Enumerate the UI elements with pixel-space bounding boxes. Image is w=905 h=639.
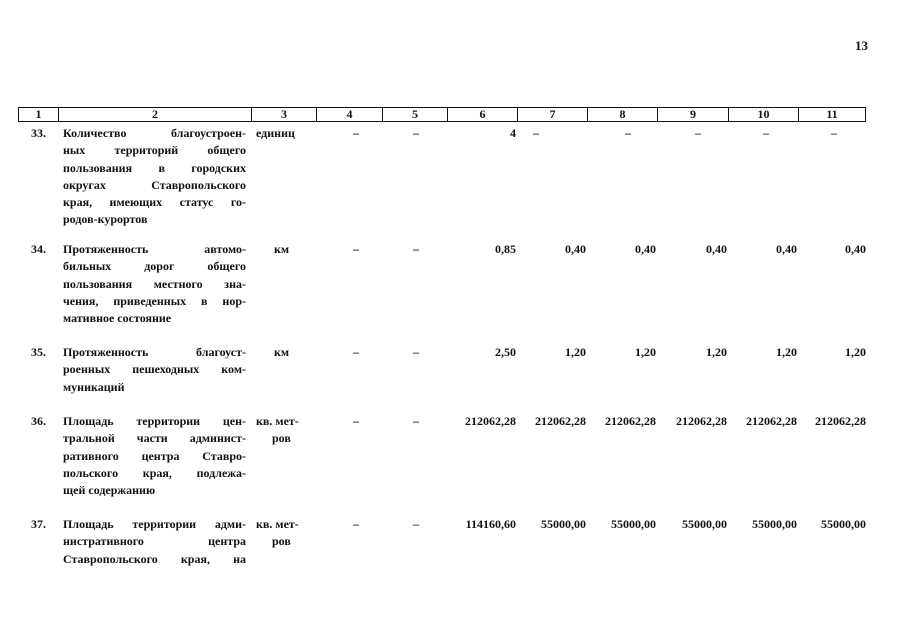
col-6-value: 4 [510, 126, 516, 140]
row-description [63, 125, 246, 229]
header-col-5: 5 [382, 108, 447, 121]
col-11-value: 1,20 [845, 345, 866, 359]
page-number: 13 [855, 38, 868, 53]
col-8-value: 55000,00 [611, 517, 656, 531]
col-4-value: – [353, 242, 359, 256]
description-line: Площадь территории адми- [63, 517, 246, 531]
description-line: щей содержанию [63, 483, 156, 498]
description-line: нистративного центра [63, 534, 246, 549]
header-col-1: 1 [35, 107, 42, 121]
header-col-6: 6 [447, 108, 517, 121]
col-6-value: 2,50 [495, 345, 516, 359]
description-line: мативное состояние [63, 311, 172, 326]
row-description [63, 344, 246, 396]
description-line: округах Ставропольского [63, 177, 246, 192]
description-line: муникаций [63, 379, 125, 394]
row-number: 36. [31, 414, 46, 428]
description-line: края, имеющих статус го- [63, 195, 246, 210]
row-unit [256, 125, 316, 142]
col-8-value: – [625, 126, 631, 140]
col-11-value: – [831, 126, 837, 140]
col-4-value: – [353, 126, 359, 140]
col-5-value: – [413, 517, 419, 531]
table-header [18, 107, 866, 122]
col-7-value: 1,20 [565, 345, 586, 359]
col-8-value: 0,40 [635, 242, 656, 256]
unit-line: км [274, 242, 290, 256]
col-5-value: – [413, 414, 419, 428]
col-10-value: 0,40 [776, 242, 797, 256]
row-description [63, 516, 246, 568]
col-7-value: 0,40 [565, 242, 586, 256]
row-number: 34. [31, 242, 46, 256]
col-7-value: 212062,28 [535, 414, 586, 428]
col-11-value: 212062,28 [815, 414, 866, 428]
col-11-value: 55000,00 [821, 517, 866, 531]
col-4-value: – [353, 517, 359, 531]
row-unit [274, 241, 334, 258]
description-line: Протяженность благоуст- [63, 345, 246, 359]
unit-line: км [274, 345, 290, 359]
col-6-value: 212062,28 [465, 414, 516, 428]
description-line: ных территорий общего [63, 143, 246, 158]
header-col-7: 7 [517, 108, 587, 121]
description-line: ративного центра Ставро- [63, 448, 246, 463]
unit-line: ров [272, 431, 291, 446]
description-line: польского края, подлежа- [63, 465, 246, 480]
description-line: Площадь территории цен- [63, 414, 246, 428]
header-col-10: 10 [728, 108, 798, 121]
col-5-value: – [413, 345, 419, 359]
row-description [63, 241, 246, 327]
col-8-value: 212062,28 [605, 414, 656, 428]
description-line: пользования местного зна- [63, 276, 246, 291]
row-number: 35. [31, 345, 46, 359]
col-10-value: 55000,00 [752, 517, 797, 531]
description-line: чения, приведенных в нор- [63, 293, 246, 308]
col-8-value: 1,20 [635, 345, 656, 359]
header-col-3: 3 [251, 108, 316, 121]
col-9-value: 55000,00 [682, 517, 727, 531]
unit-line: ров [272, 534, 291, 549]
header-col-8: 8 [587, 108, 657, 121]
description-line: родов-курортов [63, 212, 148, 227]
col-6-value: 114160,60 [465, 517, 516, 531]
description-line: Протяженность автомо- [63, 242, 246, 256]
header-col-2: 2 [58, 108, 251, 121]
description-line: роенных пешеходных ком- [63, 362, 246, 377]
col-6-value: 0,85 [495, 242, 516, 256]
row-description [63, 413, 246, 499]
row-number: 37. [31, 517, 46, 531]
header-col-9: 9 [657, 108, 728, 121]
unit-line: кв. мет- [256, 517, 299, 531]
header-col-11: 11 [798, 108, 865, 121]
col-10-value: – [763, 126, 769, 140]
col-7-value: 55000,00 [541, 517, 586, 531]
description-line: Количество благоустроен- [63, 126, 246, 140]
row-number: 33. [31, 126, 46, 140]
unit-line: единиц [256, 126, 295, 140]
description-line: пользования в городских [63, 160, 246, 175]
description-line: бильных дорог общего [63, 259, 246, 274]
col-5-value: – [413, 242, 419, 256]
header-col-4: 4 [316, 108, 382, 121]
col-11-value: 0,40 [845, 242, 866, 256]
col-5-value: – [413, 126, 419, 140]
col-4-value: – [353, 414, 359, 428]
col-9-value: 1,20 [706, 345, 727, 359]
description-line: тральной части админист- [63, 431, 246, 446]
row-unit [256, 516, 316, 551]
row-unit [274, 344, 334, 361]
row-unit [256, 413, 316, 448]
col-9-value: 0,40 [706, 242, 727, 256]
col-10-value: 212062,28 [746, 414, 797, 428]
col-4-value: – [353, 345, 359, 359]
description-line: Ставропольского края, на [63, 551, 246, 566]
col-7-value: – [533, 126, 539, 140]
col-10-value: 1,20 [776, 345, 797, 359]
col-9-value: – [695, 126, 701, 140]
col-9-value: 212062,28 [676, 414, 727, 428]
unit-line: кв. мет- [256, 414, 299, 428]
